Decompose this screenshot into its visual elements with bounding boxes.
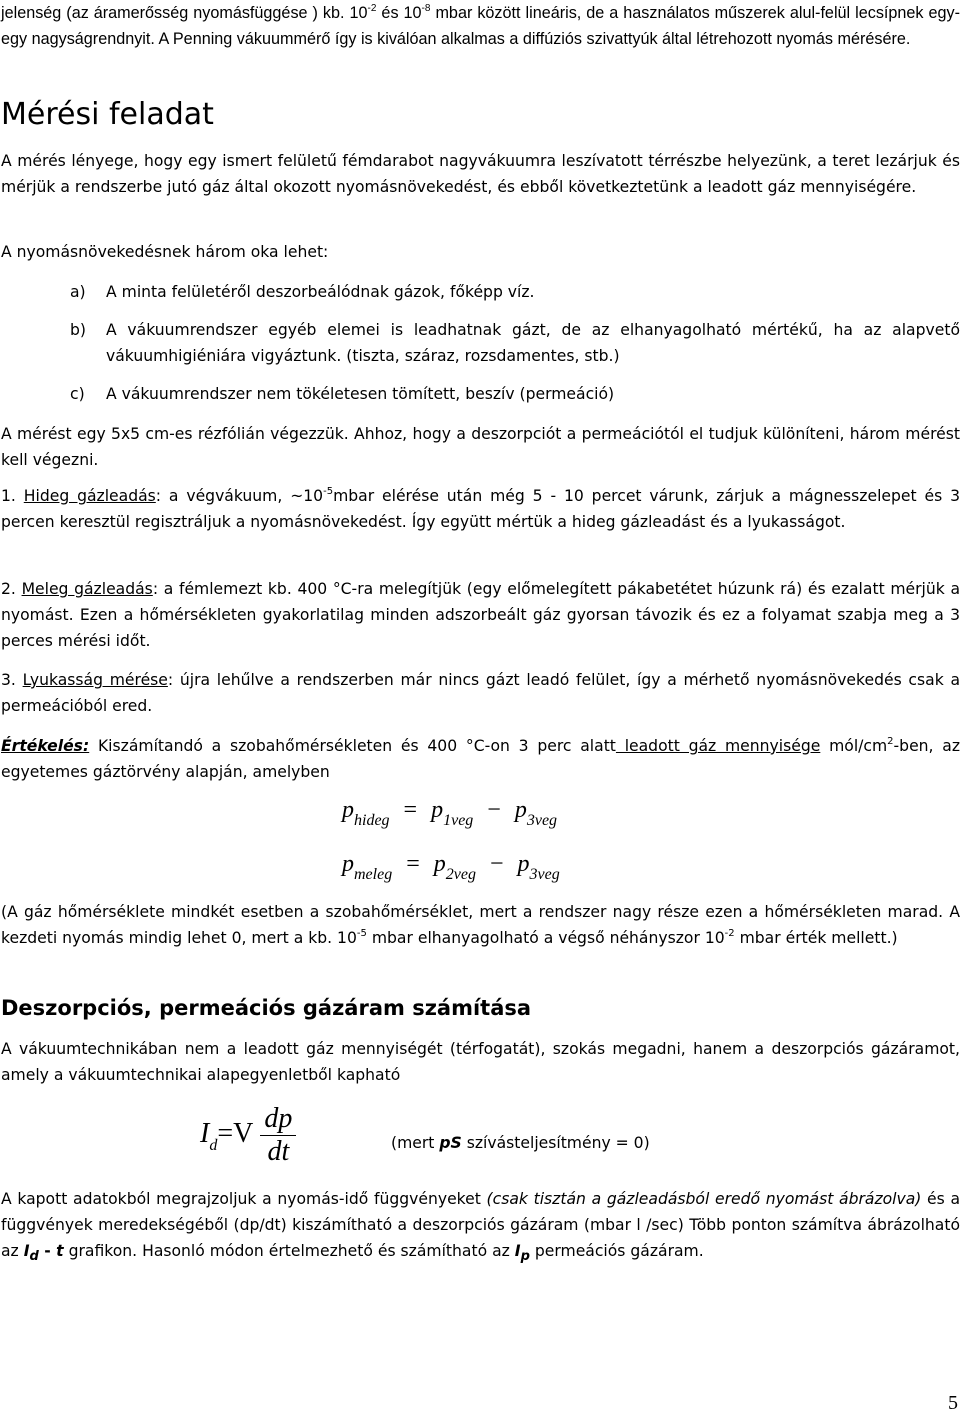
section-title-meresi-feladat: Mérési feladat — [1, 97, 214, 132]
section1-paragraph-3: A mérést egy 5x5 cm-es rézfólián végezzük. Ahhoz, hogy a deszorpciót a permeációtól el tudjuk különíteni, három mérést kell végezni. — [1, 425, 960, 469]
list-item: c) A vákuumrendszer nem tökéletesen tömített, beszív (permeáció) — [70, 385, 615, 403]
intro-paragraph: jelenség (az áramerősség nyomásfüggése ) kb. $10^{-2}$ és $10^{-8}$ mbar között lineáris, de a használatos műszerek alul-felül lecsípnek egy-egy nagyságrendnyit. A Penning vákuummérő így is kiválóan alkalmas a diffúziós szivattyúk által létrehozott nyomás mérésére. — [1, 3, 960, 48]
step-3-title: Lyukasság mérése — [22, 671, 168, 689]
equation-p-hideg: $p_{hideg} = p_{1veg} - p_{3veg}$ — [342, 797, 558, 829]
list-item: a) A minta felületéről deszorbeálódnak gázok, főképp víz. — [70, 283, 535, 301]
formula-note: (mert pS szívásteljesítmény = 0) — [391, 1134, 650, 1152]
section1-paragraph-2: A nyomásnövekedésnek három oka lehet: — [1, 243, 329, 261]
step-2-paragraph: 2. Meleg gázleadás: a fémlemezt kb. 400 °C-ra melegítjük (egy előmelegített pákabetétet húzunk rá) és ezalatt mérjük a nyomást. Ezen a hőmérsékleten gyakorlatilag minden adszorbeált gáz gyorsan távozik és ez a folyamat szabja meg a 3 perces mérési időt. — [1, 580, 960, 650]
evaluation-label: Értékelés: — [1, 737, 90, 755]
formula-id: $I_d=V$ $\frac{dp}{dt}$ — [200, 1103, 296, 1168]
cause-list — [70, 279, 960, 407]
section-title-deszorpcios: Deszorpciós, permeációs gázáram számítása — [1, 996, 532, 1020]
equation-p-meleg: $p_{meleg} = p_{2veg} - p_{3veg}$ — [342, 851, 560, 883]
step-2-title: Meleg gázleadás — [21, 580, 153, 598]
page-number: 5 — [948, 1392, 958, 1414]
list-item: b) A vákuumrendszer egyéb elemei is leadhatnak gázt, de az elhanyagolható mértékű, ha az alapvető vákuumhigiéniára vigyáztunk. (tiszta, száraz, rozsdamentes, stb.) — [70, 321, 960, 365]
step-1-paragraph: 1. Hideg gázleadás: a végvákuum, $\sim 10^{-5}mbar$ elérése után még 5 - 10 percet várunk, zárjuk a mágnesszelepet és 3 percen keresztül regisztráljuk a nyomásnövekedést. Így együtt mértük a hideg gázleadást és a lyukasságot. — [1, 486, 960, 531]
note-paragraph: (A gáz hőmérséklete mindkét esetben a szobahőmérséklet, mert a rendszer nagy része ezen a hőmérsékleten marad. A kezdeti nyomás mindig lehet 0, mert a kb. $10^{-5}$ mbar elhanyagolható a végső néhányszor $10^{-2}$ mbar érték mellett.) — [1, 903, 960, 947]
section2-paragraph-1: A vákuumtechnikában nem a leadott gáz mennyiségét (térfogatát), szokás megadni, hanem a deszorpciós gázáramot, amely a vákuumtechnikai alapegyenletből kapható — [1, 1040, 960, 1084]
section2-paragraph-2: A kapott adatokból megrajzoljuk a nyomás-idő függvényeket (csak tisztán a gázleadásból eredő nyomást ábrázolva) és a függvények meredekségéből (dp/dt) kiszámítható a deszorpciós gázáram (mbar l /sec) Több ponton számítva ábrázolható az $I_d$ - t grafikon. Hasonló módon értelmezhető és számítható az $I_p$ permeációs gázáram. — [1, 1190, 960, 1265]
step-1-title: Hideg gázleadás — [23, 487, 156, 505]
evaluation-paragraph: Értékelés: Kiszámítandó a szobahőmérsékleten és 400 °C-on 3 perc alatt leadott gáz mennyisége mól/$cm^2$-ben, az egyetemes gáztörvény alapján, amelyben — [1, 736, 960, 781]
step-3-paragraph: 3. Lyukasság mérése: újra lehűlve a rendszerben már nincs gázt leadó felület, így a mérhető nyomásnövekedés csak a permeációból ered. — [1, 671, 960, 715]
section1-paragraph-1: A mérés lényege, hogy egy ismert felületű fémdarabot nagyvákuumra leszívatott térrészbe helyezünk, a teret lezárjuk és mérjük a rendszerbe jutó gáz által okozott nyomásnövekedést, és ebből következtetünk a leadott gáz mennyiségére. — [1, 152, 960, 196]
